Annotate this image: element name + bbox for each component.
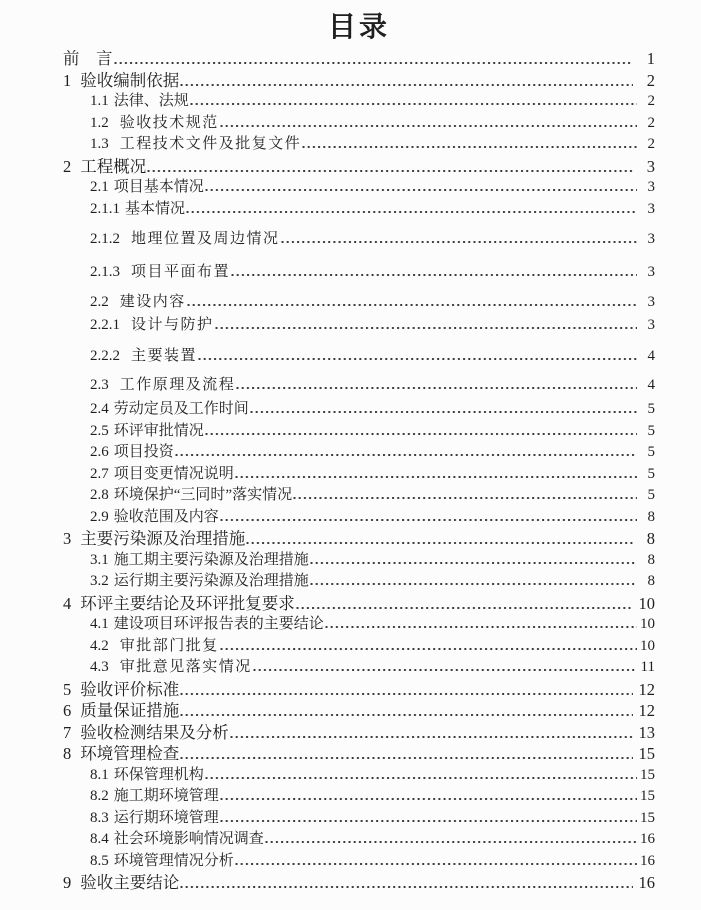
dot-leader: [180, 693, 632, 695]
toc-entry-label: 环境管理情况分析: [113, 852, 234, 869]
toc-entry-label: 基本情况: [125, 200, 186, 217]
toc-entry-number: 8.2: [90, 788, 109, 804]
toc-page-number: 2: [647, 114, 655, 131]
toc-entry-label: 项目变更情况说明: [113, 465, 234, 482]
dot-leader: [220, 648, 637, 650]
toc-page-number: 12: [638, 701, 655, 720]
toc-entry-number: 2: [63, 156, 72, 176]
toc-page-number: 5: [647, 465, 655, 482]
toc-page-number: 15: [638, 744, 655, 763]
toc-entry[interactable]: [63, 851, 655, 873]
toc-entry-number: 4: [63, 593, 72, 613]
toc-entry[interactable]: [63, 614, 655, 636]
toc-entry-number: 2.1.1: [90, 200, 120, 217]
dot-leader: [180, 714, 632, 716]
toc-entry-number: 1: [63, 70, 72, 90]
toc-page-number: 10: [640, 637, 655, 654]
toc-entry-number: 8: [63, 744, 72, 763]
toc-entry[interactable]: [63, 571, 655, 593]
toc-entry-number: 8.4: [90, 831, 109, 847]
dot-leader: [310, 583, 637, 585]
toc-entry[interactable]: [63, 199, 655, 221]
toc-entry[interactable]: [63, 156, 655, 178]
toc-page-number: 3: [647, 263, 655, 280]
toc-page-number: 3: [647, 231, 655, 247]
dot-leader: [175, 454, 637, 456]
toc-page-number: 15: [640, 766, 655, 783]
dot-leader: [180, 757, 632, 759]
toc-entry-number: 7: [63, 722, 72, 742]
dot-leader: [114, 62, 634, 64]
dot-leader: [265, 841, 637, 843]
dot-leader: [293, 497, 637, 499]
toc-entry[interactable]: [63, 262, 655, 284]
dot-leader: [325, 626, 637, 628]
toc-entry[interactable]: [63, 48, 655, 70]
dot-leader: [180, 84, 633, 86]
toc-page-number: 3: [647, 179, 655, 195]
toc-entry-number: 8.3: [90, 809, 109, 826]
toc-entry-label: 审批部门批复: [119, 637, 219, 654]
toc-entry[interactable]: [63, 765, 655, 787]
toc-entry[interactable]: [63, 636, 655, 658]
dot-leader: [147, 170, 633, 172]
dot-leader: [231, 274, 637, 276]
toc-page-number: 15: [640, 809, 655, 826]
toc-page-number: 11: [640, 659, 655, 675]
toc-entry[interactable]: [63, 464, 655, 486]
toc-entry-number: 4.2: [90, 637, 109, 654]
toc-entry[interactable]: [63, 722, 655, 744]
toc-page-number: 8: [647, 508, 655, 525]
dot-leader: [235, 863, 637, 865]
toc-entry-label: 质量保证措施: [80, 701, 180, 720]
dot-leader: [220, 519, 637, 521]
toc-list: [63, 48, 655, 894]
toc-entry-number: 2.3: [90, 376, 109, 393]
dot-leader: [281, 241, 637, 243]
dot-leader: [198, 358, 637, 360]
dot-leader: [246, 542, 633, 544]
page-title: 目录: [327, 12, 390, 43]
toc-entry-label: 工作原理及流程: [119, 376, 236, 393]
toc-page-number: 2: [647, 93, 655, 109]
toc-entry-label: 主要装置: [131, 348, 198, 364]
toc-entry-label: 审批意见落实情况: [119, 659, 252, 675]
toc-entry-label: 验收范围及内容: [113, 508, 219, 525]
toc-entry-label: 运行期主要污染源及治理措施: [113, 573, 309, 589]
toc-entry[interactable]: [63, 872, 655, 894]
toc-page-number: 3: [647, 200, 655, 217]
toc-entry[interactable]: [63, 113, 655, 135]
toc-entry[interactable]: [63, 70, 655, 92]
toc-page-number: 4: [647, 376, 655, 393]
toc-entry-number: 2.2.1: [90, 316, 120, 333]
dot-leader: [296, 607, 633, 609]
toc-entry[interactable]: [63, 550, 655, 572]
dot-leader: [205, 189, 637, 191]
dot-leader: [302, 146, 637, 148]
dot-leader: [235, 476, 637, 478]
toc-page-number: 13: [638, 722, 655, 742]
toc-entry-number: 4.1: [90, 616, 109, 632]
toc-page-number: 8: [646, 529, 655, 548]
toc-entry-number: 3.2: [90, 573, 109, 589]
toc-entry[interactable]: [63, 292, 655, 314]
toc-entry[interactable]: [63, 829, 655, 851]
toc-page-number: 5: [647, 487, 655, 503]
toc-entry-number: 6: [63, 701, 72, 720]
toc-entry-number: 2.1.2: [90, 231, 120, 247]
dot-leader: [253, 669, 637, 671]
toc-entry[interactable]: [63, 485, 655, 507]
toc-entry-label: 项目投资: [113, 444, 174, 460]
toc-page-number: 2: [646, 70, 655, 90]
toc-entry[interactable]: [63, 700, 655, 722]
toc-entry[interactable]: [63, 177, 655, 199]
toc-entry-number: 2.1: [90, 179, 109, 195]
toc-entry[interactable]: [63, 399, 655, 421]
toc-page-number: 15: [640, 788, 655, 804]
toc-entry-number: 1.2: [90, 114, 109, 131]
toc-page-number: 3: [647, 316, 655, 333]
toc-entry-number: 4.3: [90, 659, 109, 675]
toc-entry[interactable]: [63, 786, 655, 808]
toc-entry-number: 3: [63, 529, 72, 548]
toc-entry[interactable]: [63, 528, 655, 550]
toc-entry-label: 项目平面布置: [131, 263, 231, 280]
dot-leader: [187, 304, 637, 306]
toc-entry-number: 2.2.2: [90, 348, 120, 364]
toc-entry-number: 8.1: [90, 766, 109, 783]
toc-entry[interactable]: [63, 346, 655, 368]
toc-entry-label: 环保管理机构: [113, 766, 204, 783]
toc-entry[interactable]: [63, 134, 655, 156]
toc-page-number: 8: [647, 551, 655, 568]
toc-entry-label: 工程技术文件及批复文件: [119, 136, 302, 152]
toc-entry-label: 环评主要结论及环评批复要求: [80, 593, 295, 613]
toc-entry[interactable]: [63, 375, 655, 397]
toc-entry-label: 法律、法规: [113, 93, 189, 109]
dot-leader: [205, 433, 637, 435]
toc-entry-label: 环境保护“三同时”落实情况: [113, 487, 293, 503]
toc-entry[interactable]: [63, 442, 655, 464]
toc-entry-number: 2.1.3: [90, 263, 120, 280]
toc-entry-number: 9: [63, 873, 72, 892]
toc-entry-label: 建设内容: [119, 294, 186, 310]
toc-page-number: 5: [647, 444, 655, 460]
dot-leader: [310, 562, 637, 564]
toc-entry-number: 5: [63, 679, 72, 699]
toc-entry-number: 2.4: [90, 401, 109, 417]
dot-leader: [220, 125, 637, 127]
toc-entry-number: 2.7: [90, 465, 109, 482]
toc-entry-number: 8.5: [90, 852, 109, 869]
toc-page-number: 16: [638, 873, 655, 892]
dot-leader: [215, 327, 637, 329]
toc-entry[interactable]: [63, 593, 655, 615]
toc-entry-label: 验收编制依据: [80, 70, 180, 90]
toc-page-number: 4: [647, 348, 655, 364]
dot-leader: [230, 736, 633, 738]
toc-entry-label: 环评审批情况: [113, 422, 204, 439]
dot-leader: [236, 387, 637, 389]
toc-page-number: 5: [647, 422, 655, 439]
toc-entry-label: 项目基本情况: [113, 179, 204, 195]
toc-entry-label: 地理位置及周边情况: [131, 231, 280, 247]
toc-entry-number: 2.6: [90, 444, 109, 460]
toc-entry-label: 验收检测结果及分析: [80, 722, 229, 742]
toc-entry-label: 施工期主要污染源及治理措施: [113, 551, 309, 568]
toc-entry[interactable]: [63, 315, 655, 337]
toc-entry[interactable]: [63, 91, 655, 113]
toc-page-number: 16: [640, 831, 655, 847]
dot-leader: [186, 211, 637, 213]
toc-entry-label: 工程概况: [80, 156, 147, 176]
toc-page-number: 3: [646, 156, 655, 176]
toc-page-number: 5: [647, 401, 655, 417]
toc-entry-label: 主要污染源及治理措施: [80, 529, 246, 548]
toc-page-number: 10: [638, 593, 655, 613]
toc-entry[interactable]: [63, 507, 655, 529]
toc-page-number: 3: [647, 294, 655, 310]
toc-entry-label: 环境管理检查: [80, 744, 180, 763]
toc-page-number: 1: [646, 49, 655, 68]
dot-leader: [250, 411, 637, 413]
toc-entry-label: 前 言: [63, 49, 113, 68]
toc-page-number: 8: [647, 573, 655, 589]
toc-entry-number: 2.5: [90, 422, 109, 439]
toc-entry-number: 2.2: [90, 294, 109, 310]
toc-entry[interactable]: [63, 808, 655, 830]
toc-entry-number: 2.9: [90, 508, 109, 525]
toc-entry-label: 设计与防护: [131, 316, 214, 333]
toc-entry-label: 劳动定员及工作时间: [113, 401, 249, 417]
toc-entry-label: 施工期环境管理: [113, 788, 219, 804]
dot-leader: [220, 820, 637, 822]
toc-entry[interactable]: [63, 679, 655, 701]
dot-leader: [190, 103, 637, 105]
toc-entry[interactable]: [63, 421, 655, 443]
dot-leader: [205, 777, 637, 779]
toc-entry[interactable]: [63, 229, 655, 251]
toc-entry-number: 2.8: [90, 487, 109, 503]
toc-entry-label: 运行期环境管理: [113, 809, 219, 826]
toc-page-number: 12: [638, 679, 655, 699]
toc-entry[interactable]: [63, 743, 655, 765]
toc-page-number: 2: [647, 136, 655, 152]
toc-entry[interactable]: [63, 657, 655, 679]
dot-leader: [180, 886, 632, 888]
toc-entry-label: 社会环境影响情况调查: [113, 831, 264, 847]
toc-entry-number: 3.1: [90, 551, 109, 568]
toc-entry-label: 验收主要结论: [80, 873, 180, 892]
toc-entry-label: 建设项目环评报告表的主要结论: [113, 616, 324, 632]
toc-page-number: 16: [640, 852, 655, 869]
toc-entry-label: 验收技术规范: [119, 114, 219, 131]
toc-entry-number: 1.1: [90, 93, 109, 109]
toc-entry-number: 1.3: [90, 136, 109, 152]
toc-entry-label: 验收评价标准: [80, 679, 180, 699]
toc-page-number: 10: [640, 616, 655, 632]
dot-leader: [220, 798, 637, 800]
